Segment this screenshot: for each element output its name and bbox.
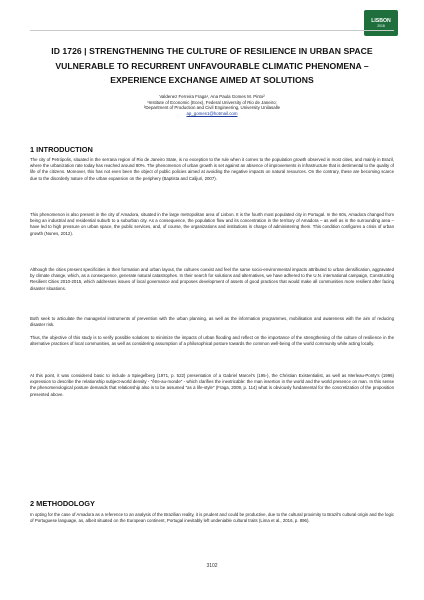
header-divider [30, 30, 394, 31]
logo-subtext: 2018 [377, 24, 385, 28]
author-names: Valdenez Ferreira Fraga¹, Ana Paula Gomes M. Pinto² [159, 94, 265, 99]
conference-logo [364, 10, 398, 36]
author-block [30, 94, 394, 117]
logo-text: LISBON [371, 18, 391, 24]
section-heading-methodology: 2 METHODOLOGY [30, 499, 95, 508]
methodology-paragraph-1: In opting for the case of Amadora as a reference to an analysis of the Brazilian reality, it is prudent and could be productive, due to the cultural proximity to Brazil's cultural origin and the logic of Portuguese language, as, albeit situated on the European continent, Portugal inevitably left undeniable cultural traits (Lima et al., 2016, p. 896). [30, 512, 394, 524]
intro-paragraph-2: This phenomenon is also present in the city of Amadora, situated in the large metropolitan area of Lisbon. It is the fourth most populated city in Portugal. In the 60s, Amadora changed from being an industrial and residential suburb to a suburban city. As a consequence, the population flow and its concentration in the territory of Amadora – as well as in the surrounding area – have led to high pressure on urban space, the public services, and, of course, the organizations and institutions in charge of administering them. This condition configures a crisis of urban growth (Nunes, 2012). [30, 212, 394, 236]
intro-paragraph-5: Thus, the objective of this study is to verify possible solutions to minimize the impacts of urban flooding and reflect on the importance of the strengthening of the culture of resilience in the alternative practices of local communities, as well as considering assumption of a philosophical posture towards the common well-being of the world community while acting locally. [30, 335, 394, 347]
author-email-link[interactable]: ap_gomes1@hotmail.com [186, 111, 238, 117]
paper-title: ID 1726 | STRENGTHENING THE CULTURE OF RESILIENCE IN URBAN SPACE VULNERABLE TO RECURRENT UNFAVOURABLE CLIMATIC PHENOMENA – EXPERIENCE EXCHANGE AIMED AT SOLUTIONS [51, 46, 373, 85]
intro-paragraph-6: At this point, it was considered basic to include a Spiegelberg (1971, p. 522) presentation of a Gabriel Marcel's (195-), the Christian Existentialist, as well as Merleau-Ponty's (1996) expression to describe the relationship subject-world density - "être-au-monde" - which clarifies the inextricable: the man insertion in the world and the world presence on man. In this sense the phenomenological posture demands that relationship also is to be assumed "as a life-style" (Fraga, 2009, p. 114) what is obviously fundamental for the concretization of the proposition presented above. [30, 373, 394, 397]
intro-paragraph-4: Both seek to articulate the managerial instruments of prevention with the urban planning, as well as the information programmes, mobilisation and awareness with the aim of reducing disaster risk. [30, 316, 394, 328]
intro-paragraph-3: Although the cities present specificities in their formation and urban layout, the cultures coexist and feel the same socio-environmental impacts attributed to urban densification, aggravated by climate change, which, as a consequence, generate natural catastrophes. In their search for solutions and alternatives, we have adhered to the U.N. international campaign, Constructing Resilient Cities 2010-2015, which addresses issues of local governance and proposes development of assets of good practices that would make all communities more resilient after facing disaster situations. [30, 267, 394, 291]
section-heading-introduction: 1 INTRODUCTION [30, 145, 93, 154]
page-number: 3102 [206, 563, 218, 569]
affiliation-2: ²Department of Production and Civil Engineering, University Unilasalle [143, 105, 281, 111]
affiliation-1: ¹Institute of Economic (Ecex), Federal University of Rio de Janeiro; [147, 99, 277, 105]
intro-paragraph-1: The city of Petrópolis, situated in the serrana region of Rio de Janeiro State, is no exception to the rule when it comes to the population growth observed in most cities, and mainly in Brazil, where the urbanization rate today has reached around 80%. The phenomenon of urban growth is set against an absence of improvements in infrastructure that is detrimental to the quality of life of the citizens. Moreover, this has not even been the object of public policies aimed at avoiding the negative impacts on natural resources. On the contrary, these are becoming scarce due to the disorderly nature of the urban expansion on the periphery (Baptista and Calijuri, 2007). [30, 157, 394, 181]
